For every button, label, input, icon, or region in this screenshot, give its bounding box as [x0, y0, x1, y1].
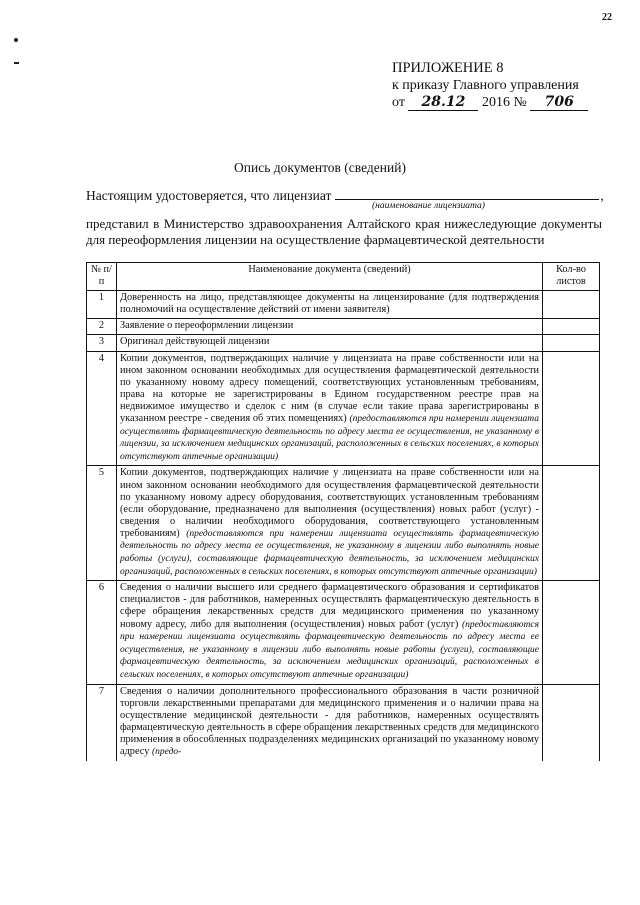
row-text: Заявление о переоформлении лицензии	[120, 320, 294, 332]
row-description	[117, 351, 543, 466]
header-num: № п/п	[87, 263, 117, 291]
row-description	[117, 335, 543, 351]
row-num: 5	[87, 466, 117, 581]
table-row	[87, 466, 600, 581]
table-header-row	[87, 263, 600, 291]
row-note: (предоставляются при намерении лицензиата осуществлять фармацевтическую деятельность по адресу места ее осуществления, не указанному в лицензии либо выполнять новые работы (услуги), составляющие фармацевтическую деятельность, за исключением медицинских организаций, расположенных в сельских поселениях, в которых отсутствуют аптечные организации)	[120, 619, 539, 680]
row-text: Доверенность на лицо, представляющее документы на лицензирование (для подтверждения полномочий на осуществление действий от имени заявителя)	[120, 292, 539, 316]
row-description	[117, 684, 543, 761]
appendix-subtitle: к приказу Главного управления	[392, 78, 579, 93]
row-num: 1	[87, 291, 117, 319]
row-num: 3	[87, 335, 117, 351]
row-text: Оригинал действующей лицензии	[120, 336, 270, 348]
row-text: Сведения о наличии дополнительного профессионального образования в части розничной торговли лекарственными препаратами для медицинского применения и о наличии права на осуществление медицинской деятельности - для работников, намеренных осуществлять фармацевтическую деятельность в сфере обращения лекарственных средств для медицинского применения в обособленных подразделениях медицинских организаций по указанному новому адресу	[120, 685, 539, 757]
header-name: Наименование документа (сведений)	[117, 263, 543, 291]
row-num: 4	[87, 351, 117, 466]
intro-paragraph: представил в Министерство здравоохранения Алтайского края нижеследующие документы для переоформления лицензии на осуществление фармацевтической деятельности	[86, 216, 602, 247]
row-description	[117, 291, 543, 319]
table-row	[87, 291, 600, 319]
date-prefix: от	[392, 95, 405, 110]
handwritten-order-number: 706	[530, 95, 588, 111]
row-num: 7	[87, 684, 117, 761]
table-row	[87, 319, 600, 335]
row-text: Сведения о наличии высшего или среднего фармацевтического образования и сертификатов специалистов - для работников, намеренных осуществлять фармацевтическую деятельность в сфере обращения лекарственных средств для медицинского применения по указанному новому адресу, либо для выполнения (осуществления) новых работ (услуг)	[120, 582, 539, 630]
row-description	[117, 581, 543, 684]
row-count[interactable]	[543, 581, 600, 684]
order-year: 2016 №	[481, 95, 527, 110]
table-row	[87, 581, 600, 684]
row-note: (предо-	[151, 746, 182, 757]
row-count[interactable]	[543, 291, 600, 319]
row-count[interactable]	[543, 351, 600, 466]
row-text: Копии документов, подтверждающих наличие у лицензиата на праве собственности или на ином законном основании необходимого для осуществления фармацевтической деятельности по указанному новому адресу оборудования, соответствующих установленным требованиям (если оборудование, предназначено для выполнения (осуществления) новых работ (услуг) - сведения о наличии необходимого оборудования, соответствующего установленным требованиям)	[120, 467, 539, 539]
row-note: (предоставляются при намерении лицензиата осуществлять фармацевтическую деятельность по адресу места ее осуществления, не указанному в лицензии, за исключением медицинских организаций, расположенных в сельских поселениях, в которых отсутствуют аптечные организации)	[120, 414, 540, 462]
header-count: Кол-во листов	[543, 263, 600, 291]
row-description	[117, 466, 543, 581]
row-count[interactable]	[543, 335, 600, 351]
page-number: 22	[602, 12, 612, 23]
row-text: Копии документов, подтверждающих наличие у лицензиата на праве собственности или на ином законном основании необходимых для осуществления фармацевтической деятельности по указанному новому адресу помещений, соответствующих установленным требованиям, права на которые не зарегистрированы в Едином государственном реестре прав на недвижимое имущество и сделок с ним (в случае если такие права зарегистрированы в указанном реестре - сведения об этих помещениях)	[120, 352, 539, 425]
table-row	[87, 351, 600, 466]
table-row	[87, 684, 600, 761]
row-count[interactable]	[543, 684, 600, 761]
row-num: 2	[87, 319, 117, 335]
row-count[interactable]	[543, 466, 600, 581]
handwritten-date: 28.12	[408, 95, 478, 111]
row-num: 6	[87, 581, 117, 684]
row-note: (предоставляются при намерении лицензиата осуществлять фармацевтическую деятельность по адресу места ее осуществления, не указанному в лицензии либо выполнять новые работы (услуги), составляющие фармацевтическую деятельность, за исключением медицинских организаций, расположенных в сельских поселениях, в которых отсутствуют аптечные организации)	[120, 528, 539, 577]
table-row	[87, 335, 600, 351]
documents-table	[86, 262, 600, 761]
document-title: Опись документов (сведений)	[234, 160, 406, 175]
certification-prefix: Настоящим удостоверяется, что лицензиат	[86, 188, 332, 203]
appendix-title: ПРИЛОЖЕНИЕ 8	[392, 60, 504, 76]
certification-suffix: ,	[600, 188, 604, 203]
row-description	[117, 319, 543, 335]
row-count[interactable]	[543, 319, 600, 335]
licensee-caption: (наименование лицензиата)	[372, 201, 485, 211]
